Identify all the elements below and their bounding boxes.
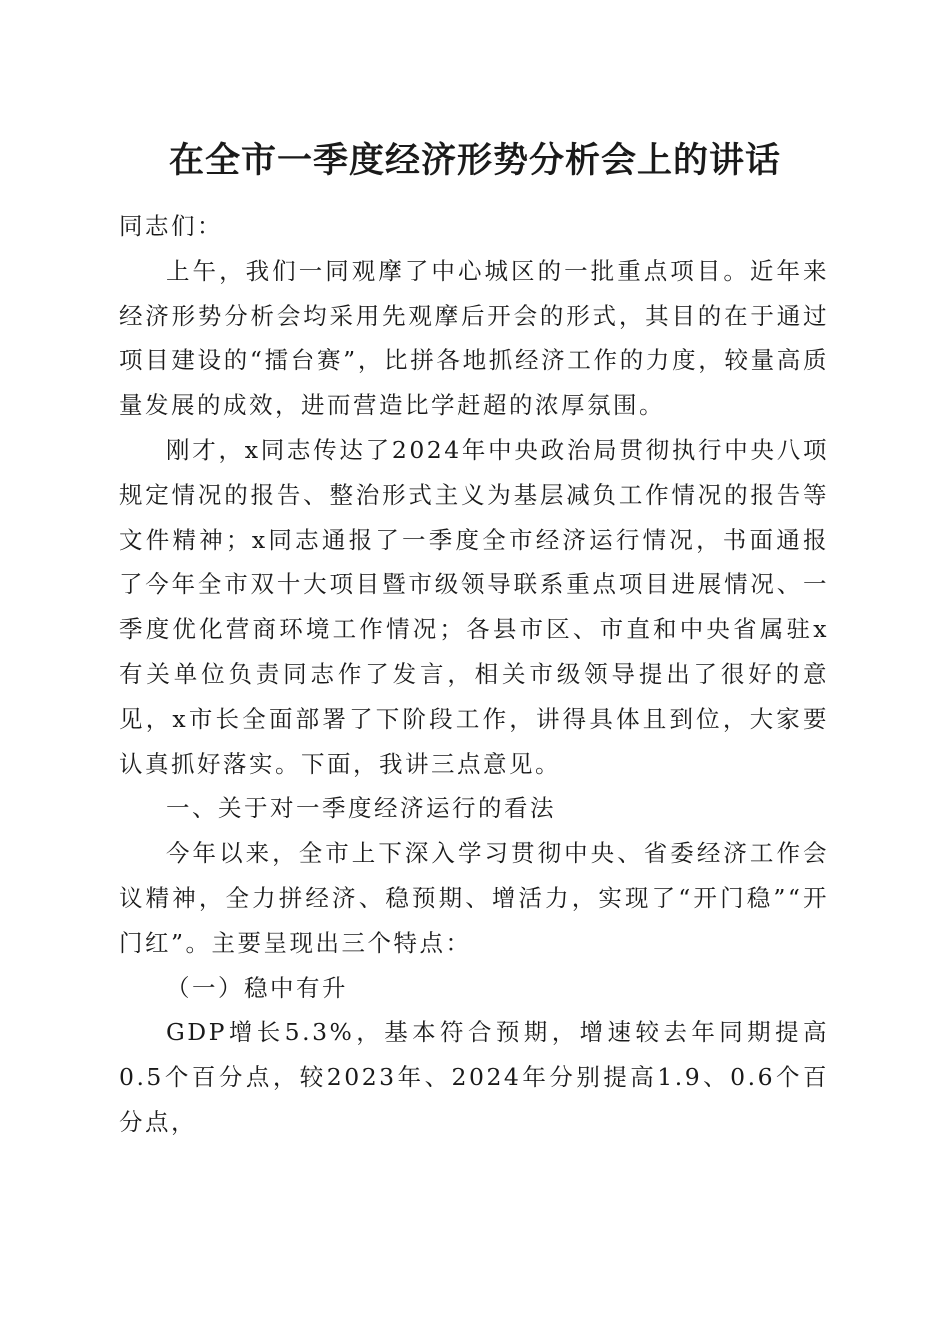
section-paragraph: 今年以来，全市上下深入学习贯彻中央、省委经济工作会议精神，全力拼经济、稳预期、增活力，实现了“开门稳”“开门红”。主要呈现出三个特点： (119, 839, 829, 957)
section-heading: 一、关于对一季度经济运行的看法 (166, 794, 556, 823)
subsection-heading: （一）稳中有升 (166, 973, 348, 1002)
document-title: 在全市一季度经济形势分析会上的讲话 (168, 140, 781, 181)
salutation: 同志们： (119, 212, 223, 240)
paragraph-intro: 上午，我们一同观摩了中心城区的一批重点项目。近年来经济形势分析会均采用先观摩后开会的形式，其目的在于通过项目建设的“擂台赛”，比拼各地抓经济工作的力度，较量高质量发展的成效，进而营造比学赶超的浓厚氛围。 (119, 256, 829, 420)
paragraph-summary: 刚才，x同志传达了2024年中央政治局贯彻执行中央八项规定情况的报告、整治形式主义为基层减负工作情况的报告等文件精神；x同志通报了一季度全市经济运行情况，书面通报了今年全市双十大项目暨市级领导联系重点项目进展情况、一季度优化营商环境工作情况；各县市区、市直和中央省属驻x有关单位负责同志作了发言，相关市级领导提出了很好的意见，x市长全面部署了下阶段工作，讲得具体且到位，大家要认真抓好落实。下面，我讲三点意见。 (119, 435, 829, 778)
subsection-paragraph: GDP增长5.3%，基本符合预期，增速较去年同期提高0.5个百分点，较2023年、2024年分别提高1.9、0.6个百分点， (119, 1018, 829, 1136)
document-body (119, 204, 829, 1145)
